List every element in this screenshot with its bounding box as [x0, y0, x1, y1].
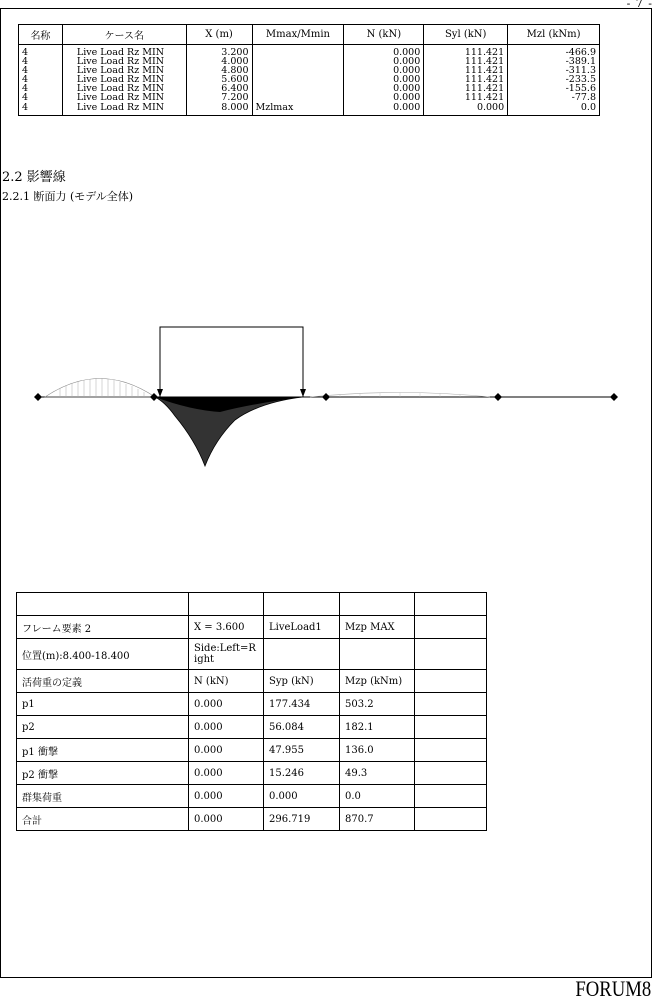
- influence-cell: 503.2: [340, 693, 415, 716]
- influence-cell: 0.000: [189, 739, 264, 762]
- influence-cell: [415, 716, 487, 739]
- page-frame: [0, 8, 652, 978]
- influence-cell: [340, 639, 415, 670]
- header-mz: Mzl (kNm): [508, 25, 600, 45]
- result-cell-n: 0.000: [344, 45, 424, 58]
- influence-cell: 177.434: [264, 693, 340, 716]
- node-5: [610, 393, 618, 401]
- result-cell-mz: -389.1: [508, 57, 600, 66]
- result-cell-n: 0.000: [344, 66, 424, 75]
- result-cell-mz: -77.8: [508, 93, 600, 102]
- influence-cell: X = 3.600: [189, 616, 264, 639]
- result-cell-x: 4.000: [186, 57, 252, 66]
- result-cell-n: 0.000: [344, 93, 424, 102]
- result-cell-name: 4: [19, 84, 63, 93]
- influence-row: [17, 616, 487, 639]
- influence-cell: 位置(m):8.400-18.400: [17, 639, 189, 670]
- header-sy: Syl (kN): [424, 25, 508, 45]
- influence-row: [17, 739, 487, 762]
- result-cell-x: 4.800: [186, 66, 252, 75]
- influence-cell: 49.3: [340, 762, 415, 785]
- result-cell-x: 7.200: [186, 93, 252, 102]
- influence-cell: [415, 670, 487, 693]
- influence-cell: [415, 616, 487, 639]
- brand-logo: FORUM8: [575, 976, 651, 1001]
- load-arrow-left: [157, 389, 163, 397]
- influence-cell: p2: [17, 716, 189, 739]
- influence-cell: 56.084: [264, 716, 340, 739]
- result-cell-sy: 111.421: [424, 66, 508, 75]
- result-cell-case: Live Load Rz MIN: [62, 84, 186, 93]
- influence-cell: 15.246: [264, 762, 340, 785]
- result-cell-name: 4: [19, 45, 63, 58]
- result-row: [19, 103, 600, 116]
- result-cell-mz: -155.6: [508, 84, 600, 93]
- influence-row: [17, 593, 487, 616]
- influence-cell: Side:Left=Right: [189, 639, 264, 670]
- node-3: [322, 393, 330, 401]
- influence-cell: p1: [17, 693, 189, 716]
- header-mmax: Mmax/Mmin: [252, 25, 344, 45]
- result-cell-mz: -311.3: [508, 66, 600, 75]
- influence-cell: Syp (kN): [264, 670, 340, 693]
- result-cell-case: Live Load Rz MIN: [62, 45, 186, 58]
- influence-cell: 47.955: [264, 739, 340, 762]
- result-cell-mm: Mzlmax: [252, 103, 344, 116]
- result-cell-sy: 111.421: [424, 45, 508, 58]
- influence-cell: 182.1: [340, 716, 415, 739]
- result-cell-x: 6.400: [186, 84, 252, 93]
- influence-cell: Mzp (kNm): [340, 670, 415, 693]
- influence-cell: Mzp MAX: [340, 616, 415, 639]
- node-4: [494, 393, 502, 401]
- influence-cell: 870.7: [340, 808, 415, 831]
- influence-positive-left: [45, 379, 155, 398]
- result-cell-mz: -466.9: [508, 45, 600, 58]
- influence-cell: [415, 785, 487, 808]
- result-cell-x: 3.200: [186, 45, 252, 58]
- result-cell-mm: [252, 75, 344, 84]
- influence-cell: p1 衝撃: [17, 739, 189, 762]
- influence-cell: [415, 693, 487, 716]
- result-cell-case: Live Load Rz MIN: [62, 57, 186, 66]
- page-number: - 7 -: [626, 0, 653, 10]
- influence-cell: [415, 639, 487, 670]
- influence-cell: N (kN): [189, 670, 264, 693]
- influence-row: [17, 716, 487, 739]
- result-cell-sy: 111.421: [424, 84, 508, 93]
- header-name: 名称: [19, 25, 63, 45]
- influence-cell: 0.000: [264, 785, 340, 808]
- influence-row: [17, 762, 487, 785]
- load-box: [160, 327, 303, 397]
- result-cell-case: Live Load Rz MIN: [62, 75, 186, 84]
- influence-cell: 0.0: [340, 785, 415, 808]
- result-cell-name: 4: [19, 103, 63, 116]
- influence-cell: [264, 639, 340, 670]
- influence-cell: [340, 593, 415, 616]
- influence-row: [17, 785, 487, 808]
- hatch-left: [60, 378, 144, 397]
- influence-cell: 0.000: [189, 762, 264, 785]
- result-cell-case: Live Load Rz MIN: [62, 93, 186, 102]
- result-cell-n: 0.000: [344, 75, 424, 84]
- result-cell-case: Live Load Rz MIN: [62, 66, 186, 75]
- result-cell-sy: 111.421: [424, 57, 508, 66]
- influence-cell: フレーム要素 2: [17, 616, 189, 639]
- result-cell-sy: 0.000: [424, 103, 508, 116]
- influence-line-diagram: [0, 300, 655, 480]
- influence-cell: [17, 593, 189, 616]
- influence-cell: 0.000: [189, 716, 264, 739]
- influence-cell: 活荷重の定義: [17, 670, 189, 693]
- result-cell-mz: -233.5: [508, 75, 600, 84]
- influence-cell: LiveLoad1: [264, 616, 340, 639]
- result-table: [18, 24, 600, 116]
- result-cell-x: 8.000: [186, 103, 252, 116]
- result-cell-x: 5.600: [186, 75, 252, 84]
- influence-cell: [415, 739, 487, 762]
- influence-cell: 0.000: [189, 785, 264, 808]
- influence-cell: 0.000: [189, 808, 264, 831]
- result-cell-mm: [252, 57, 344, 66]
- section-title: 2.2 影響線: [2, 170, 66, 185]
- influence-cell: [189, 593, 264, 616]
- influence-row: [17, 670, 487, 693]
- influence-cell: [415, 593, 487, 616]
- header-case: ケース名: [62, 25, 186, 45]
- influence-cell: 0.000: [189, 693, 264, 716]
- influence-cell: [415, 808, 487, 831]
- result-cell-mm: [252, 84, 344, 93]
- influence-cell: p2 衝撃: [17, 762, 189, 785]
- result-cell-sy: 111.421: [424, 75, 508, 84]
- result-cell-name: 4: [19, 75, 63, 84]
- influence-row: [17, 808, 487, 831]
- influence-cell: [415, 762, 487, 785]
- influence-cell: 296.719: [264, 808, 340, 831]
- header-x: X (m): [186, 25, 252, 45]
- influence-cell: [264, 593, 340, 616]
- result-table-header: [19, 25, 600, 45]
- influence-cell: 合計: [17, 808, 189, 831]
- result-cell-n: 0.000: [344, 57, 424, 66]
- result-cell-name: 4: [19, 66, 63, 75]
- influence-cell: 群集荷重: [17, 785, 189, 808]
- result-cell-mm: [252, 45, 344, 58]
- result-cell-n: 0.000: [344, 103, 424, 116]
- result-cell-case: Live Load Rz MIN: [62, 103, 186, 116]
- result-cell-mz: 0.0: [508, 103, 600, 116]
- header-n: N (kN): [344, 25, 424, 45]
- influence-cell: 136.0: [340, 739, 415, 762]
- result-cell-n: 0.000: [344, 84, 424, 93]
- influence-row: [17, 693, 487, 716]
- load-arrow-right: [300, 389, 306, 397]
- subsection-title: 2.2.1 断面力 (モデル全体): [2, 190, 134, 203]
- result-cell-name: 4: [19, 57, 63, 66]
- influence-table: [16, 592, 487, 831]
- result-cell-mm: [252, 66, 344, 75]
- result-cell-name: 4: [19, 93, 63, 102]
- node-1: [34, 393, 42, 401]
- influence-row: [17, 639, 487, 670]
- result-cell-sy: 111.421: [424, 93, 508, 102]
